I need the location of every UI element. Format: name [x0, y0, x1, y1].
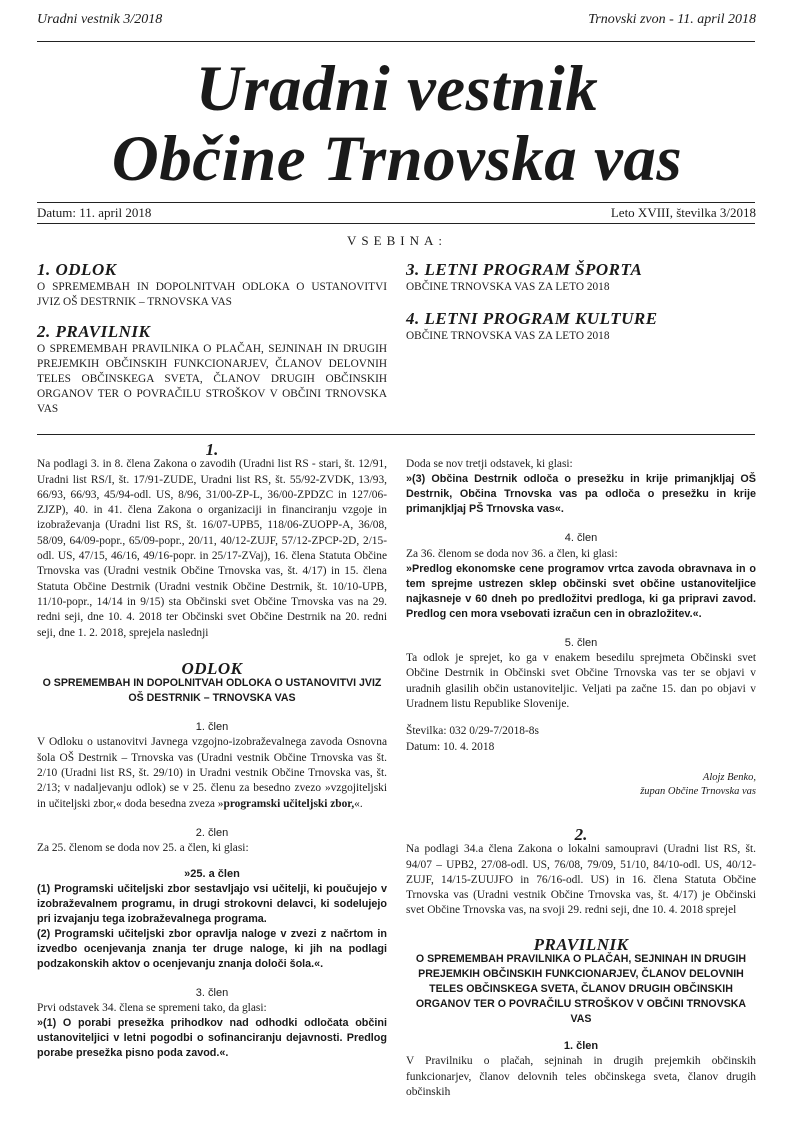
document-number: Številka: 032 0/29-7/2018-8s	[406, 725, 539, 738]
document-subtitle: O SPREMEMBAH IN DOPOLNITVAH ODLOKA O USTANOVITVI JVIZ OŠ DESTRNIK – TRNOVSKA VAS	[42, 677, 382, 705]
article-heading-bold: »25. a člen	[184, 867, 240, 880]
article-heading: 5. člen	[564, 636, 598, 649]
left-column	[37, 442, 387, 1061]
article-paragraph: »(1) O porabi presežka prihodkov nad odhodki odločata občini ustanoviteljici v letni pogodbi o sofinanciranju dejavnosti. Predlog porabe presežka pisno poda zavod.«.	[37, 1017, 387, 1060]
document-title: ODLOK	[181, 658, 243, 678]
article-text-part: «.	[354, 797, 363, 810]
article-heading: 4. člen	[564, 532, 598, 545]
article-text	[37, 735, 387, 811]
article-paragraph: »(3) Občina Destrnik odloča o presežku in krije primanjkljaj OŠ Destrnik, Občina Trnovska vas pa odloča o presežku in krije primanjkljaj PŠ Trnovska vas«.	[406, 473, 756, 516]
toc-title: 4. LETNI PROGRAM KULTURE	[406, 309, 658, 328]
article-paragraph: »Predlog ekonomske cene programov vrtca zavoda obravnava in o tem sprejme ustrezen sklep občinski svet občine ustanoviteljice najkasneje v 60 dneh po predložitvi predloga, ki ga pripravi zavod. Predlog cen mora vsebovati izračun cen in obrazložitev.«.	[406, 562, 756, 620]
article-text: Za 36. členom se doda nov 36. a člen, ki glasi:	[406, 547, 618, 560]
article-heading: 3. člen	[195, 986, 229, 999]
act-number: 2.	[574, 824, 588, 844]
contents-rule	[37, 434, 755, 435]
subheader-rule	[37, 223, 755, 224]
toc-title: 3. LETNI PROGRAM ŠPORTA	[406, 260, 643, 279]
signature-name: Alojz Benko,	[702, 771, 756, 783]
running-header-right: Trnovski zvon - 11. april 2018	[588, 12, 756, 27]
toc-item-3[interactable]	[406, 260, 756, 295]
article-heading: 2. člen	[195, 826, 229, 839]
document-subtitle: O SPREMEMBAH PRAVILNIKA O PLAČAH, SEJNINAH IN DRUGIH PREJEMKIH OBČINSKIH FUNKCIONARJEV, ČLANOV DELOVNIH TELES OBČINSKEGA SVETA, ČLANOV DRUGIH OBČINSKIH ORGANOV TER O POVRAČILU STROŠKOV V OBČINI TRNOVSKA VAS	[415, 953, 747, 1026]
article-paragraph: (1) Programski učiteljski zbor sestavljajo vsi učitelji, ki poučujejo v izobraževalnem programu, in drugi strokovni delavci, ki sodelujejo pri izvajanju tega izobraževalnega programa.	[37, 882, 387, 925]
issue-number: Leto XVIII, številka 3/2018	[610, 205, 756, 220]
toc-subtitle: OBČINE TRNOVSKA VAS ZA LETO 2018	[406, 281, 610, 293]
masthead-line1: Uradni vestnik	[195, 53, 599, 125]
article-text-part: V Odloku o ustanovitvi Javnega vzgojno-izobraževalnega zavoda Osnovna šola OŠ Destrnik – Trnovska vas (Uradni vestnik Občine Trnovska vas št. 2/10 (Uradni list RS, št. 29/10) in Uradni vestnik Občine Trnovska vas, št. 2/13; v nadaljevanju odlok) se v 25. členu za besedno zvezo »vzgojiteljski in učiteljski zbor,« doda besedna zveza »	[37, 736, 387, 810]
signature-role: župan Občine Trnovska vas	[640, 785, 756, 797]
contents-heading: VSEBINA:	[347, 233, 447, 248]
article-heading-bold: 1. člen	[563, 1040, 599, 1053]
masthead-rule	[37, 202, 755, 203]
toc-item-1[interactable]	[37, 260, 387, 310]
article-text: Za 25. členom se doda nov 25. a člen, ki glasi:	[37, 842, 249, 855]
issue-date: Datum: 11. april 2018	[37, 205, 152, 220]
article-heading: 1. člen	[195, 721, 229, 734]
toc-subtitle: O SPREMEMBAH IN DOPOLNITVAH ODLOKA O USTANOVITVI JVIZ OŠ DESTRNIK – TRNOVSKA VAS	[37, 281, 387, 308]
toc-item-2[interactable]	[37, 322, 387, 417]
toc-title: 2. PRAVILNIK	[37, 322, 151, 341]
toc-item-4[interactable]	[406, 309, 756, 344]
article-text: V Pravilniku o plačah, sejninah in drugih prejemkih občinskih funkcionarjev, članov delovnih teles občinskega sveta, članov drugih občinskih	[406, 1055, 756, 1098]
article-paragraph: (2) Programski učiteljski zbor opravlja naloge v zvezi z načrtom in izvedbo ocenjevanja znanja ter druge naloge, ki jih na podlagi podzakonskih aktov o ocenjevanju znanja določi šola.«.	[37, 927, 387, 970]
header-rule	[37, 41, 755, 42]
running-header-left: Uradni vestnik 3/2018	[37, 12, 163, 27]
right-column	[406, 457, 756, 1100]
toc-title: 1. ODLOK	[37, 260, 117, 279]
masthead-line2: Občine Trnovska vas	[111, 123, 683, 195]
act-number: 1.	[205, 440, 219, 459]
toc-subtitle: O SPREMEMBAH PRAVILNIKA O PLAČAH, SEJNINAH IN DRUGIH PREJEMKIH OBČINSKIH FUNKCIONARJEV, ČLANOV DELOVNIH TELES OBČINSKEGA SVETA, ČLANOV DRUGIH OBČINSKIH ORGANOV TER O POVRAČILU STROŠKOV V OBČINI TRNOVSKA VAS	[37, 343, 387, 415]
article-text-bold: programski učiteljski zbor,	[223, 797, 355, 810]
article-text: Ta odlok je sprejet, ko ga v enakem besedilu sprejmeta Občinski svet Občine Destrnik in Občinski svet Občine Trnovska vas ter se objavi v uradnih glasilih občin ustanoviteljic. Veljati pa začne 15. dan po objavi v Uradnem listu Republike Slovenije.	[406, 652, 756, 711]
article-text: Doda se nov tretji odstavek, ki glasi:	[406, 458, 573, 470]
preamble-text: Na podlagi 34.a člena Zakona o lokalni samoupravi (Uradni list RS, št. 94/07 – UPB2, 27/08-odl. US, 76/08, 79/09, 51/10, 84/10-odl. US, 40/12-ZUJF, 14/15-ZUUJFO in 76/16-odl. US) in 16. člena Statuta Občine Trnovska vas (Uradni vestnik Občine Trnovska vas, št. 4/17) je Občinski svet Občine Trnovska vas, na svoji 29. redni seji, dne 10. 4. 2018 sprejel	[406, 843, 756, 917]
document-date: Datum: 10. 4. 2018	[406, 740, 495, 753]
preamble-text: Na podlagi 3. in 8. člena Zakona o zavodih (Uradni list RS - stari, št. 12/91, Uradni list RS/I, št. 17/91-ZUDE, Uradni list RS, št. 55/92-ZVDK, 13/93, 66/93, 66/93, 45/94-odl. US, 8/96, 31/00-ZP-L, 36/00-ZPDZC in 127/06-ZJZP), 40. in 41. člena Zakona o organizaciji in financiranju vzgoje in izobraževanja (Uradni list RS, št. 16/07-UPB5, 118/06-ZUOPP-A, 36/08, 58/09, 64/09-popr., 65/09-popr., 20/11, 40/12-ZUJF, 57/12-ZPCP-2D, 2/15-odl. US, 47/15, 46/16, 49/16-popr. in 25/17-ZVaj), 16. člena Statuta Občine Trnovska vas (Uradni vestnik Občine Trnovska vas, št. 4/17) in 15. člena Statuta Občine Destrnik (Uradni vestnik Občine Destrnik, št. 10/10-UPB, 11/10-popr., 14/14 in 9/15) sta Občinski svet Občine Trnovska vas na 29. redni seji, dne 10. 4. 2018 ter Občinski svet Občine Destrnik na 20. redni seji, dne 1. 2. 2018, sprejela naslednji	[37, 458, 387, 639]
toc-subtitle: OBČINE TRNOVSKA VAS ZA LETO 2018	[406, 330, 610, 342]
article-text: Prvi odstavek 34. člena se spremeni tako, da glasi:	[37, 1002, 267, 1015]
document-title: PRAVILNIK	[533, 934, 629, 954]
